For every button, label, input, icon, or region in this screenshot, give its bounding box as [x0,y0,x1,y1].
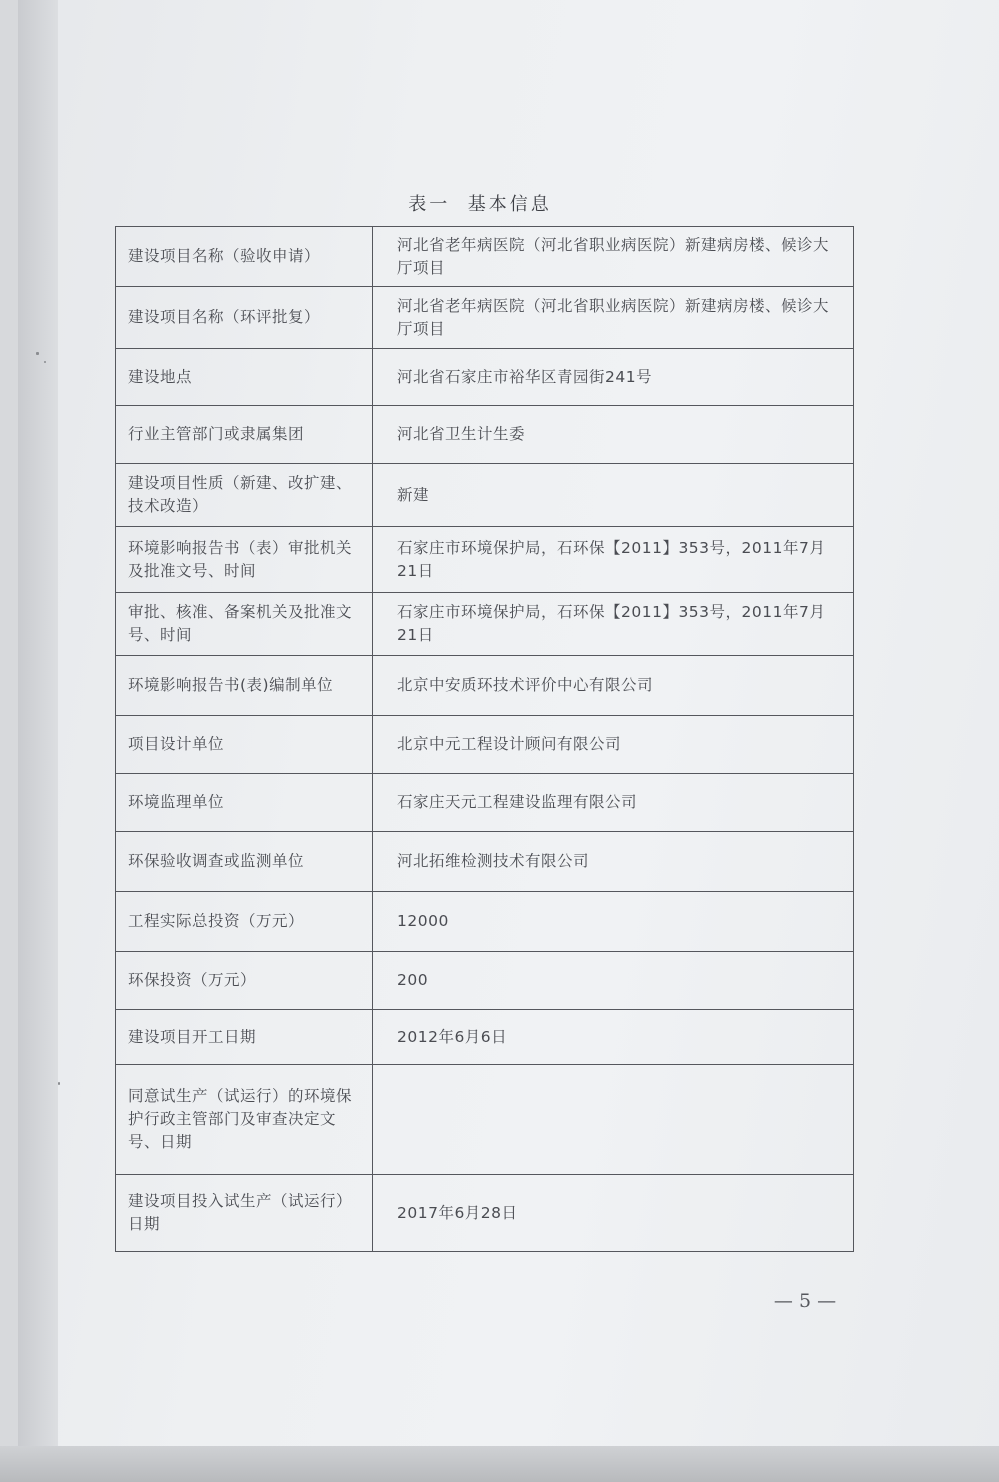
table-row [116,716,854,774]
table-row [116,774,854,832]
row-value: 河北省老年病医院（河北省职业病医院）新建病房楼、候诊大厅项目 [373,287,854,349]
page-number: — 5 — [773,1290,837,1312]
row-label: 工程实际总投资（万元） [116,892,373,952]
table-row [116,406,854,464]
row-value: 石家庄市环境保护局，石环保【2011】353号，2011年7月21日 [373,527,854,593]
scan-speck [44,361,46,363]
row-value: 河北拓维检测技术有限公司 [373,832,854,892]
row-value: 新建 [373,464,854,527]
row-label: 环保验收调查或监测单位 [116,832,373,892]
row-label: 建设项目性质（新建、改扩建、技术改造） [116,464,373,527]
row-value: 北京中安质环技术评价中心有限公司 [373,656,854,716]
table-row [116,952,854,1010]
row-label: 环境影响报告书(表)编制单位 [116,656,373,716]
row-value: 12000 [373,892,854,952]
row-value: 石家庄市环境保护局，石环保【2011】353号，2011年7月21日 [373,593,854,656]
row-value: 200 [373,952,854,1010]
row-value: 2017年6月28日 [373,1175,854,1252]
row-value: 河北省卫生计生委 [373,406,854,464]
row-label: 行业主管部门或隶属集团 [116,406,373,464]
page-fold-shadow [18,0,58,1482]
row-label: 建设项目名称（环评批复） [116,287,373,349]
row-label: 审批、核准、备案机关及批准文号、时间 [116,593,373,656]
row-label: 同意试生产（试运行）的环境保护行政主管部门及审查决定文号、日期 [116,1065,373,1175]
table-row [116,656,854,716]
row-label: 建设项目名称（验收申请） [116,227,373,287]
row-value: 2012年6月6日 [373,1010,854,1065]
row-label: 建设项目投入试生产（试运行）日期 [116,1175,373,1252]
table-row [116,349,854,406]
row-label: 项目设计单位 [116,716,373,774]
row-value [373,1065,854,1175]
table-row [116,832,854,892]
bottom-edge-shadow [0,1446,999,1482]
row-value: 石家庄天元工程建设监理有限公司 [373,774,854,832]
row-label: 建设地点 [116,349,373,406]
basic-info-table [115,226,854,1252]
table-row [116,593,854,656]
table-row [116,227,854,287]
scan-speck [58,1082,60,1085]
row-value: 河北省老年病医院（河北省职业病医院）新建病房楼、候诊大厅项目 [373,227,854,287]
row-label: 建设项目开工日期 [116,1010,373,1065]
table-row [116,287,854,349]
table-row [116,1175,854,1252]
row-value: 河北省石家庄市裕华区青园街241号 [373,349,854,406]
row-label: 环境监理单位 [116,774,373,832]
row-label: 环保投资（万元） [116,952,373,1010]
row-label: 环境影响报告书（表）审批机关及批准文号、时间 [116,527,373,593]
row-value: 北京中元工程设计顾问有限公司 [373,716,854,774]
table-row [116,1065,854,1175]
scan-speck [36,352,39,355]
table-title: 表一 基本信息 [408,194,552,215]
table-row [116,1010,854,1065]
table-row [116,464,854,527]
table-row [116,527,854,593]
table-row [116,892,854,952]
